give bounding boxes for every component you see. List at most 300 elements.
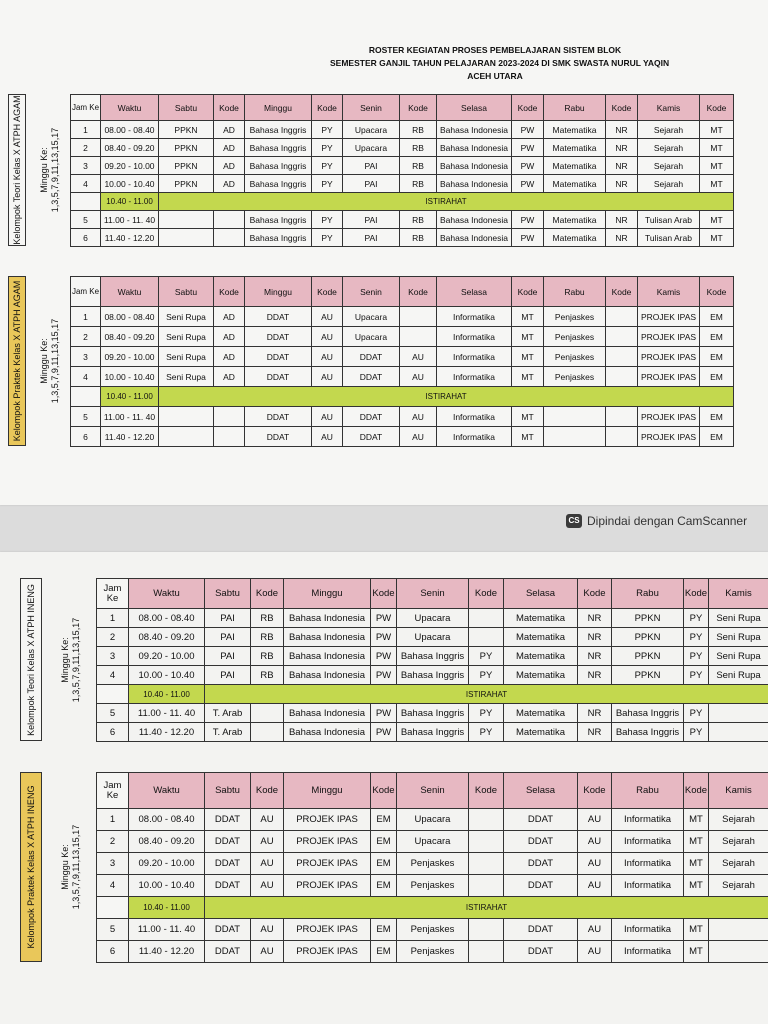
cell-jam-ke: 4 [97,666,129,685]
header-sabtu: Sabtu [159,95,214,121]
cell-sabtu: T. Arab [205,704,251,723]
cell-kode: NR [606,175,638,193]
cell-kode: AU [251,941,284,963]
cell-kode: PY [312,157,343,175]
cell-kode: NR [578,628,612,647]
header-kode: Kode [512,277,544,307]
istirahat-waktu: 10.40 - 11.00 [101,193,159,211]
header-rabu: Rabu [544,95,606,121]
cell-jam-ke: 6 [97,723,129,742]
cell-kode: PY [469,666,504,685]
cell-kode: EM [371,919,397,941]
cell-kamis: Tulisan Arab [638,211,700,229]
cell-sabtu [159,407,214,427]
cell-rabu: Matematika [544,157,606,175]
cell-kode: MT [700,229,734,247]
cell-kamis: Tulisan Arab [638,229,700,247]
minggu-ke-title: Minggu Ke: [60,844,70,890]
header-row [97,579,768,609]
cell-sabtu: PAI [205,666,251,685]
cell-waktu: 11.00 - 11. 40 [101,211,159,229]
cell-selasa: DDAT [504,919,578,941]
cell-rabu: Matematika [544,139,606,157]
cell-senin: Bahasa Inggris [397,704,469,723]
cell-kode: AU [400,347,437,367]
cell-kode: PY [469,723,504,742]
cell-minggu: Bahasa Inggris [245,229,312,247]
header-senin: Senin [343,95,400,121]
header-kode: Kode [684,579,709,609]
cell-kode: PW [512,211,544,229]
cell-waktu: 09.20 - 10.00 [129,853,205,875]
cell-kamis [709,723,768,742]
header-minggu: Minggu [284,579,371,609]
cell-sabtu: DDAT [205,853,251,875]
cell-kode: MT [512,427,544,447]
cell-waktu: 09.20 - 10.00 [129,647,205,666]
cell-kode: AU [578,809,612,831]
header-jam-ke: Jam Ke [71,277,101,307]
cell-kode [469,628,504,647]
cell-kode: EM [700,427,734,447]
group-label-text: Kelompok Praktek Kelas X ATPH INENG [26,785,36,949]
cell-kamis: Sejarah [638,157,700,175]
cell-kode: NR [578,723,612,742]
cell-jam-ke: 1 [71,121,101,139]
cell-kamis: Seni Rupa [709,609,768,628]
cell-sabtu: PAI [205,647,251,666]
cell-rabu: Informatika [612,809,684,831]
cell-kode: NR [606,229,638,247]
cell-sabtu [159,229,214,247]
header-kode: Kode [700,277,734,307]
istirahat-row [97,897,768,919]
schedule-row [97,723,768,742]
cell-kode: PY [312,175,343,193]
header-kamis: Kamis [638,95,700,121]
cell-selasa: Informatika [437,427,512,447]
cell-kamis: Sejarah [638,139,700,157]
cell-kode: AU [312,327,343,347]
cell-senin: Upacara [343,327,400,347]
header-row [71,277,734,307]
istirahat-waktu: 10.40 - 11.00 [101,387,159,407]
cell-kode: AU [578,831,612,853]
minggu-ke-values: 1,3,5,7,9,11,13,15,17 [50,318,60,404]
cell-waktu: 11.00 - 11. 40 [129,704,205,723]
header-minggu: Minggu [284,773,371,809]
cell-kode [606,427,638,447]
cell-selasa: Matematika [504,666,578,685]
istirahat-row [97,685,768,704]
cell-kode: MT [512,347,544,367]
cell-senin: Penjaskes [397,875,469,897]
group-label [8,94,26,246]
cell-kode: MT [700,139,734,157]
minggu-ke-label [46,772,96,962]
cell-kode: AD [214,157,245,175]
cell-selasa: Bahasa Indonesia [437,139,512,157]
cell-kode: NR [578,704,612,723]
header-rabu: Rabu [544,277,606,307]
cell-kode: MT [512,327,544,347]
schedule-row [71,139,734,157]
cell-jam-ke: 3 [97,647,129,666]
cell-minggu: PROJEK IPAS [284,941,371,963]
cell-kode: AU [312,307,343,327]
minggu-ke-values: 1,3,5,7,9,11,13,15,17 [71,617,81,702]
cell-kode: AD [214,347,245,367]
cell-waktu: 08.40 - 09.20 [129,831,205,853]
cell-kode: AU [251,809,284,831]
cell-kode: PY [684,647,709,666]
camscanner-icon: CS [566,514,582,528]
header-minggu: Minggu [245,277,312,307]
cell-selasa: DDAT [504,809,578,831]
header-rabu: Rabu [612,579,684,609]
cell-kode [606,307,638,327]
group-label [20,578,42,741]
cell-waktu: 10.00 - 10.40 [129,875,205,897]
cell-kode: RB [400,157,437,175]
cell-jam-ke: 2 [97,628,129,647]
cell-kode: RB [400,175,437,193]
cell-kode: PY [684,666,709,685]
header-senin: Senin [343,277,400,307]
cell-sabtu: PPKN [159,175,214,193]
cell-kode: PW [512,157,544,175]
cell-rabu: PPKN [612,666,684,685]
cell-kamis: Sejarah [638,175,700,193]
cell-rabu: Penjaskes [544,327,606,347]
istirahat-jam-cell [71,387,101,407]
cell-minggu: Bahasa Inggris [245,139,312,157]
cell-kode: PW [371,704,397,723]
cell-kode: MT [684,853,709,875]
cell-kode: EM [700,307,734,327]
header-kode: Kode [469,579,504,609]
cell-kode: MT [684,941,709,963]
cell-selasa: Informatika [437,347,512,367]
cell-sabtu: PPKN [159,157,214,175]
minggu-ke-text [39,319,61,403]
header-kode: Kode [606,95,638,121]
cell-selasa: Matematika [504,628,578,647]
cell-kamis: PROJEK IPAS [638,347,700,367]
cell-rabu: Matematika [544,175,606,193]
title-line-1: ROSTER KEGIATAN PROSES PEMBELAJARAN SISTEM BLOK [368,45,622,55]
cell-kamis: Sejarah [709,831,768,853]
header-kode: Kode [251,773,284,809]
schedule-row [71,327,734,347]
cell-kode [606,347,638,367]
cell-minggu: PROJEK IPAS [284,853,371,875]
cell-waktu: 11.40 - 12.20 [129,723,205,742]
cell-jam-ke: 1 [97,809,129,831]
cell-waktu: 08.00 - 08.40 [129,609,205,628]
cell-jam-ke: 4 [71,367,101,387]
cell-kode: PY [312,211,343,229]
cell-kode: PY [312,139,343,157]
cell-senin: PAI [343,175,400,193]
header-kode: Kode [371,773,397,809]
cell-kode: EM [371,875,397,897]
istirahat-jam-cell [97,685,129,704]
cell-minggu: Bahasa Indonesia [284,666,371,685]
cell-kode: AD [214,307,245,327]
cell-kode [251,723,284,742]
header-waktu: Waktu [101,277,159,307]
group-label [20,772,42,962]
cell-minggu: Bahasa Indonesia [284,628,371,647]
cell-jam-ke: 1 [97,609,129,628]
istirahat-label: ISTIRAHAT [205,685,768,704]
cell-kode: PW [371,609,397,628]
header-kamis: Kamis [638,277,700,307]
header-jam-ke: Jam Ke [97,579,129,609]
cell-selasa: Informatika [437,327,512,347]
cell-sabtu: PPKN [159,121,214,139]
cell-kamis: Seni Rupa [709,666,768,685]
cell-sabtu: Seni Rupa [159,347,214,367]
cell-kode: PY [312,121,343,139]
cell-kamis: PROJEK IPAS [638,367,700,387]
roster-table [96,772,768,963]
cell-waktu: 10.00 - 10.40 [101,175,159,193]
schedule-row [71,211,734,229]
header-senin: Senin [397,773,469,809]
istirahat-label: ISTIRAHAT [205,897,768,919]
cell-kode: PY [684,704,709,723]
cell-rabu: Informatika [612,941,684,963]
cell-kode [214,407,245,427]
cell-senin: PAI [343,229,400,247]
cell-kode: EM [371,831,397,853]
cell-kamis: PROJEK IPAS [638,427,700,447]
cell-kamis: Sejarah [709,875,768,897]
istirahat-jam-cell [97,897,129,919]
cell-kode: AU [312,407,343,427]
schedule-row [97,809,768,831]
cell-kode [606,327,638,347]
cell-selasa: DDAT [504,853,578,875]
header-kamis: Kamis [709,579,768,609]
cell-kode: NR [606,139,638,157]
cell-kode: RB [400,121,437,139]
cell-kode: PW [512,139,544,157]
cell-sabtu: PAI [205,628,251,647]
cell-senin: PAI [343,157,400,175]
cell-jam-ke: 6 [71,427,101,447]
schedule-row [97,831,768,853]
minggu-ke-text [60,617,82,701]
cell-kode: RB [400,211,437,229]
cell-rabu: Informatika [612,853,684,875]
cell-senin: Bahasa Inggris [397,647,469,666]
cell-waktu: 08.00 - 08.40 [129,809,205,831]
cell-minggu: Bahasa Indonesia [284,723,371,742]
title-line-2: SEMESTER GANJIL TAHUN PELAJARAN 2023-2024 DI SMK SWASTA NURUL YAQIN [330,58,670,68]
header-kode: Kode [371,579,397,609]
cell-kode: RB [251,647,284,666]
cell-jam-ke: 5 [71,211,101,229]
cell-kode: NR [578,666,612,685]
schedule-row [71,407,734,427]
header-kode: Kode [578,773,612,809]
cell-rabu [544,427,606,447]
title-line-3: ACEH UTARA [467,71,523,81]
cell-minggu: PROJEK IPAS [284,809,371,831]
schedule-row [97,941,768,963]
cell-waktu: 08.00 - 08.40 [101,307,159,327]
cell-kode [214,427,245,447]
cell-kode [469,609,504,628]
schedule-row [97,628,768,647]
cell-rabu: Penjaskes [544,307,606,327]
schedule-row [97,666,768,685]
cell-kode: EM [700,327,734,347]
minggu-ke-text [39,128,61,212]
cell-sabtu: DDAT [205,875,251,897]
cell-selasa: DDAT [504,831,578,853]
cell-jam-ke: 1 [71,307,101,327]
cell-sabtu [159,427,214,447]
header-kode: Kode [684,773,709,809]
cell-kode: AU [578,941,612,963]
group-label-text: Kelompok Praktek Kelas X ATPH AGAM [12,280,22,442]
cell-waktu: 11.40 - 12.20 [101,427,159,447]
schedule-row [71,121,734,139]
cell-kode: PW [371,628,397,647]
cell-kode: MT [684,919,709,941]
roster-table [70,276,734,447]
cell-rabu: PPKN [612,647,684,666]
cell-sabtu: DDAT [205,809,251,831]
cell-waktu: 08.40 - 09.20 [101,139,159,157]
cell-kode: MT [700,157,734,175]
cell-waktu: 11.40 - 12.20 [101,229,159,247]
cell-kode: PW [371,647,397,666]
cell-minggu: Bahasa Inggris [245,157,312,175]
cell-kode: EM [700,347,734,367]
cell-kode: NR [578,647,612,666]
cell-kode: AD [214,367,245,387]
cell-kode: AD [214,121,245,139]
header-kode: Kode [469,773,504,809]
cell-kode: NR [578,609,612,628]
cell-jam-ke: 5 [71,407,101,427]
roster-table [96,578,768,742]
cell-kode [469,809,504,831]
cell-minggu: DDAT [245,367,312,387]
schedule-row [71,175,734,193]
cell-selasa: Bahasa Indonesia [437,229,512,247]
schedule-row [71,427,734,447]
cell-selasa: Matematika [504,723,578,742]
cell-senin: DDAT [343,367,400,387]
cell-kode: PY [469,647,504,666]
minggu-ke-title: Minggu Ke: [39,147,49,193]
cell-selasa: Informatika [437,307,512,327]
cell-kamis: Sejarah [638,121,700,139]
cell-jam-ke: 6 [97,941,129,963]
cell-kode: MT [512,307,544,327]
cell-kode: PY [469,704,504,723]
cell-kamis: Seni Rupa [709,628,768,647]
header-sabtu: Sabtu [205,773,251,809]
header-selasa: Selasa [437,95,512,121]
cell-kode: AU [578,875,612,897]
cell-kode: PY [684,609,709,628]
cell-minggu: Bahasa Inggris [245,121,312,139]
schedule-row [97,853,768,875]
cell-kode: NR [606,121,638,139]
cell-sabtu [159,211,214,229]
cell-kode: RB [400,139,437,157]
cell-kode: AD [214,139,245,157]
cell-rabu: Informatika [612,919,684,941]
cell-kode: EM [700,367,734,387]
cell-waktu: 10.00 - 10.40 [129,666,205,685]
cell-kode: MT [700,121,734,139]
cell-sabtu: T. Arab [205,723,251,742]
schedule-row [97,704,768,723]
header-kode: Kode [214,95,245,121]
cell-jam-ke: 6 [71,229,101,247]
cell-minggu: Bahasa Indonesia [284,704,371,723]
minggu-ke-title: Minggu Ke: [60,636,70,683]
cell-waktu: 11.40 - 12.20 [129,941,205,963]
cell-kode: AU [251,875,284,897]
minggu-ke-label [30,276,70,446]
cell-kode: AU [312,347,343,367]
header-jam-ke: Jam Ke [97,773,129,809]
header-rabu: Rabu [612,773,684,809]
header-kode: Kode [400,277,437,307]
cell-selasa: Informatika [437,407,512,427]
header-waktu: Waktu [129,773,205,809]
header-selasa: Selasa [504,773,578,809]
istirahat-label: ISTIRAHAT [159,387,734,407]
cell-kode: AD [214,175,245,193]
cell-kode: AU [400,427,437,447]
cell-minggu: DDAT [245,407,312,427]
cell-jam-ke: 5 [97,704,129,723]
cell-minggu: DDAT [245,327,312,347]
cell-sabtu: Seni Rupa [159,327,214,347]
cell-waktu: 08.40 - 09.20 [129,628,205,647]
cell-minggu: DDAT [245,307,312,327]
cell-kode: RB [251,628,284,647]
cell-minggu: Bahasa Indonesia [284,647,371,666]
cell-senin: Penjaskes [397,941,469,963]
cell-jam-ke: 2 [71,327,101,347]
cell-minggu: DDAT [245,347,312,367]
istirahat-waktu: 10.40 - 11.00 [129,685,205,704]
cell-rabu: Matematika [544,211,606,229]
cell-kode [251,704,284,723]
istirahat-row [71,193,734,211]
cell-selasa: Matematika [504,647,578,666]
cell-jam-ke: 2 [71,139,101,157]
schedule-row [97,647,768,666]
schedule-row [97,609,768,628]
cell-kode: NR [606,211,638,229]
cell-selasa: DDAT [504,875,578,897]
cell-selasa: Bahasa Indonesia [437,211,512,229]
cell-kamis: Seni Rupa [709,647,768,666]
cell-kamis [709,919,768,941]
